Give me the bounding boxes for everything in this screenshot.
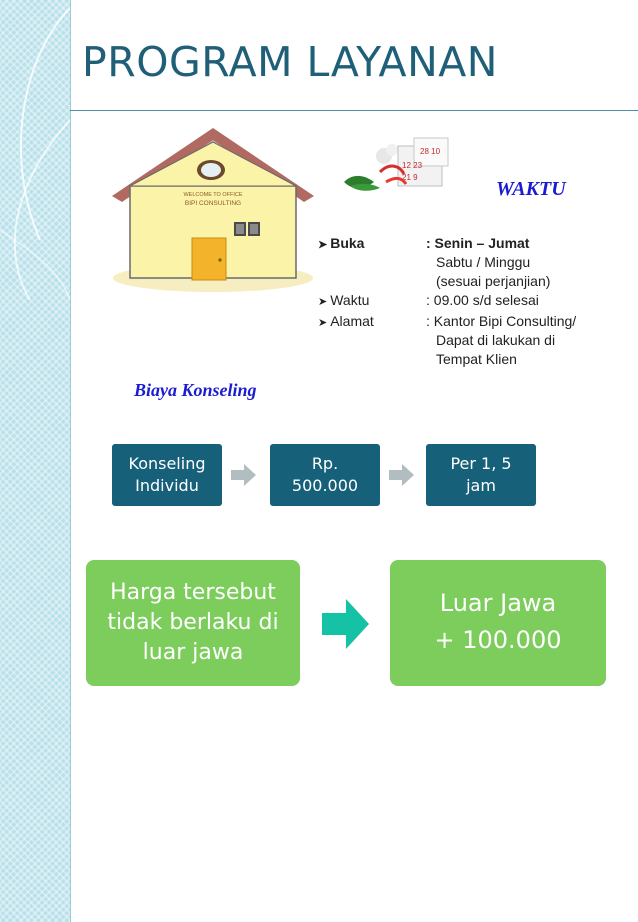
svg-text:12 23: 12 23	[402, 161, 423, 170]
schedule-value: : Kantor Bipi Consulting/	[426, 313, 577, 329]
note-region: Luar Jawa	[439, 589, 557, 617]
house-sign-line1: WELCOME TO OFFICE	[183, 192, 243, 198]
house-sign-line2: BIPI CONSULTING	[184, 200, 242, 207]
schedule-value: Dapat di lakukan di	[436, 332, 556, 348]
office-house-illustration	[108, 126, 318, 296]
note-box-left	[86, 560, 300, 686]
schedule-value: (sesuai perjanjian)	[436, 273, 551, 289]
strip-edge-line	[70, 0, 71, 922]
schedule-value: : Senin – Jumat	[426, 235, 530, 251]
title-divider	[70, 110, 638, 111]
decorative-side-strip	[0, 0, 70, 922]
schedule-row-waktu	[318, 291, 628, 312]
schedule-value: Tempat Klien	[436, 351, 517, 367]
schedule-key: Alamat	[330, 313, 374, 329]
schedule-key: Waktu	[330, 292, 370, 308]
process-step-service	[112, 444, 222, 506]
schedule-row-buka	[318, 234, 628, 291]
schedule-key: Buka	[330, 235, 365, 251]
schedule-info	[318, 234, 628, 369]
note-box-right	[390, 560, 606, 686]
strip-swirl-lines	[0, 0, 70, 922]
schedule-value: Sabtu / Minggu	[436, 254, 531, 270]
process-step-price	[270, 444, 380, 506]
note-surcharge: + 100.000	[434, 626, 562, 654]
right-arrow-icon	[231, 463, 257, 487]
bullet-arrow-icon: ➤	[318, 317, 328, 329]
svg-text:28 10: 28 10	[420, 147, 441, 156]
right-arrow-icon	[389, 463, 415, 487]
page-title: PROGRAM LAYANAN	[82, 38, 498, 86]
right-arrow-icon	[322, 599, 370, 649]
svg-text:21 9: 21 9	[402, 173, 418, 182]
process-step-duration	[426, 444, 536, 506]
process-step-label: Per 1, 5 jam	[450, 454, 512, 495]
bullet-arrow-icon: ➤	[318, 296, 328, 308]
process-step-label: Rp. 500.000	[291, 454, 359, 495]
biaya-heading: Biaya Konseling	[134, 380, 257, 400]
process-step-label: Konseling Individu	[128, 454, 206, 495]
waktu-heading: WAKTU	[496, 178, 566, 200]
schedule-row-alamat	[318, 312, 628, 369]
calendar-gift-image	[340, 132, 462, 196]
schedule-value: : 09.00 s/d selesai	[426, 292, 539, 308]
bullet-arrow-icon: ➤	[318, 239, 328, 251]
note-text: Harga tersebut tidak berlaku di luar jawa	[107, 580, 279, 665]
